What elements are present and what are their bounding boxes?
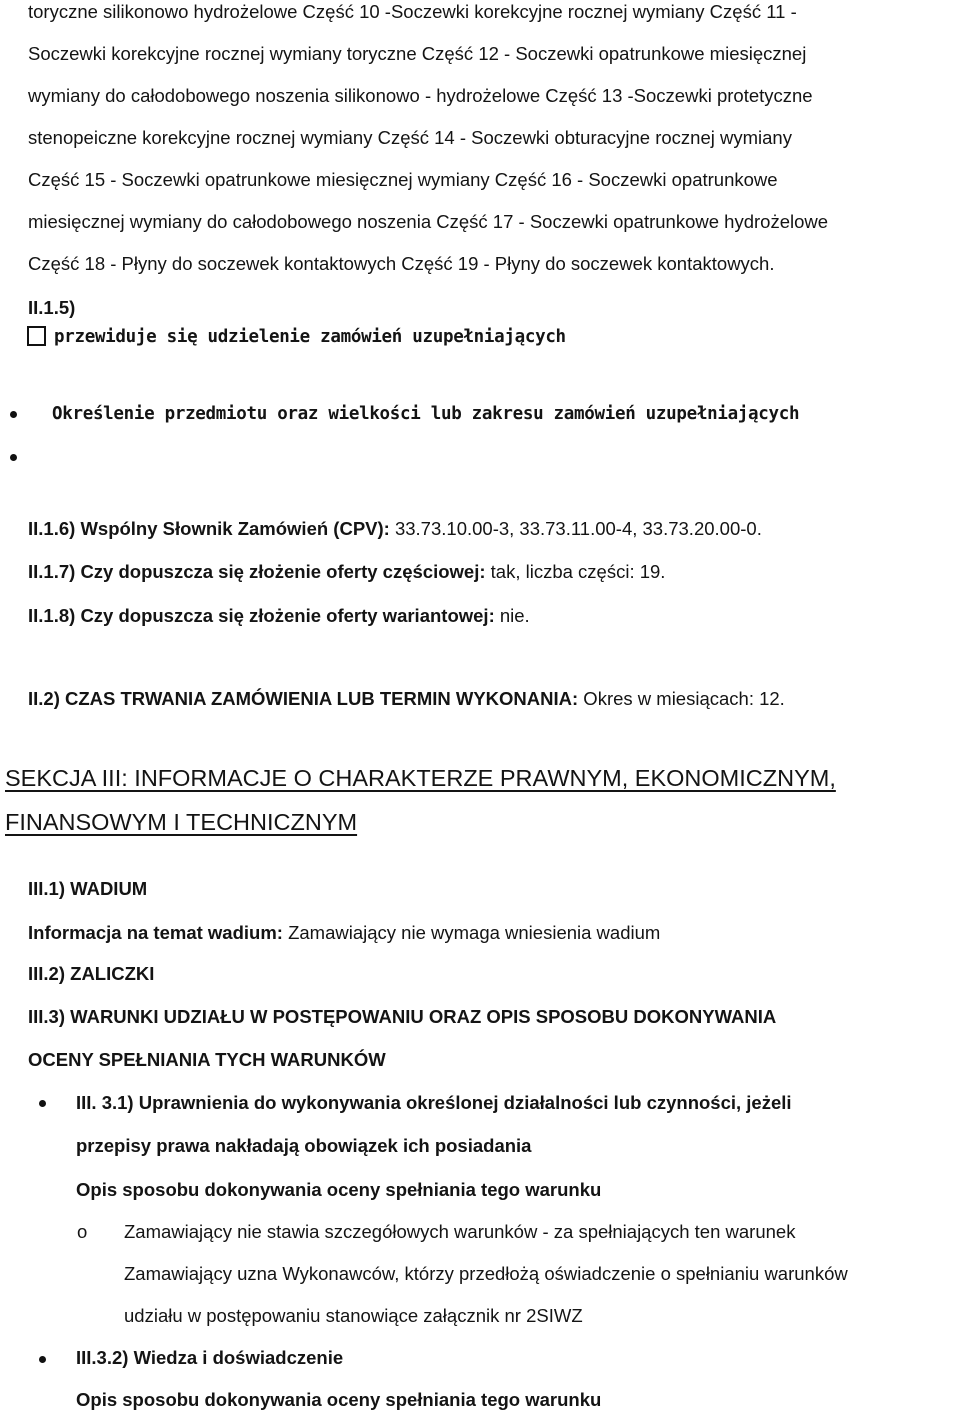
bullet-icon [10,411,17,418]
subsection-heading: przepisy prawa nakładają obowiązek ich posiadania [76,1135,532,1156]
duration-label: II.2) CZAS TRWANIA ZAMÓWIENIA LUB TERMIN WYKONANIA: [28,688,579,709]
duration-value: Okres w miesiącach: 12. [578,688,785,709]
evaluation-label: Opis sposobu dokonywania oceny spełniania tego warunku [76,1389,602,1410]
subsection-heading: III. 3.1) Uprawnienia do wykonywania określonej działalności lub czynności, jeżeli [76,1092,792,1113]
checkbox-supplementary-orders[interactable] [27,326,46,346]
wadium-heading: III.1) WADIUM [28,878,148,899]
zaliczki-heading: III.2) ZALICZKI [28,963,155,984]
sub-bullet-text: Zamawiający nie stawia szczegółowych warunków - za spełniających ten warunek [124,1221,796,1242]
partial-offer-value: tak, liczba części: 19. [485,561,666,582]
bullet-text: Określenie przedmiotu oraz wielkości lub zakresu zamówień uzupełniających [52,404,800,424]
intro-line: toryczne silikonowo hydrożelowe Część 10 -Soczewki korekcyjne rocznej wymiany Część 11 - [28,1,797,22]
cpv-label: II.1.6) Wspólny Słownik Zamówień (CPV): [28,518,390,539]
intro-line: Część 18 - Płyny do soczewek kontaktowych Część 19 - Płyny do soczewek kontaktowych. [28,253,775,274]
cpv-line [28,518,762,540]
wadium-info-line [28,922,660,944]
partial-offer-label: II.1.7) Czy dopuszcza się złożenie oferty częściowej: [28,561,486,582]
intro-line: miesięcznej wymiany do całodobowego noszenia Część 17 - Soczewki opatrunkowe hydrożelowe [28,211,829,232]
intro-line: Część 15 - Soczewki opatrunkowe miesięcznej wymiany Część 16 - Soczewki opatrunkowe [28,169,778,190]
section-heading: SEKCJA III: INFORMACJE O CHARAKTERZE PRAWNYM, EKONOMICZNYM, [5,765,836,791]
cpv-value: 33.73.10.00-3, 33.73.11.00-4, 33.73.20.00-0. [389,518,762,539]
evaluation-label: Opis sposobu dokonywania oceny spełniania tego warunku [76,1179,602,1200]
conditions-heading: OCENY SPEŁNIANIA TYCH WARUNKÓW [28,1049,386,1070]
conditions-heading: III.3) WARUNKI UDZIAŁU W POSTĘPOWANIU ORAZ OPIS SPOSOBU DOKONYWANIA [28,1006,777,1027]
variant-offer-label: II.1.8) Czy dopuszcza się złożenie oferty wariantowej: [28,605,495,626]
wadium-info-value: Zamawiający nie wymaga wniesienia wadium [282,922,661,943]
bullet-icon [39,1356,46,1363]
intro-line: Soczewki korekcyjne rocznej wymiany toryczne Część 12 - Soczewki opatrunkowe miesięcznej [28,43,807,64]
section-label-ii-1-5: II.1.5) [28,297,76,318]
intro-line: wymiany do całodobowego noszenia silikonowo - hydrożelowe Część 13 -Soczewki protetyczne [28,85,813,106]
section-heading: FINANSOWYM I TECHNICZNYM [5,809,358,835]
intro-line: stenopeiczne korekcyjne rocznej wymiany Część 14 - Soczewki obturacyjne rocznej wymiany [28,127,792,148]
wadium-info-label: Informacja na temat wadium: [28,922,283,943]
sub-bullet-icon: o [77,1221,88,1242]
variant-offer-value: nie. [494,605,530,626]
subsection-heading: III.3.2) Wiedza i doświadczenie [76,1347,344,1368]
bullet-icon [39,1100,46,1107]
sub-bullet-text: Zamawiający uzna Wykonawców, którzy przedłożą oświadczenie o spełnianiu warunków [124,1263,848,1284]
bullet-icon [10,454,17,461]
checkbox-label: przewiduje się udzielenie zamówień uzupełniających [54,327,566,347]
sub-bullet-text: udziału w postępowaniu stanowiące załącznik nr 2SIWZ [124,1305,583,1326]
partial-offer-line [28,561,665,583]
duration-line [28,688,785,710]
variant-offer-line [28,605,530,627]
